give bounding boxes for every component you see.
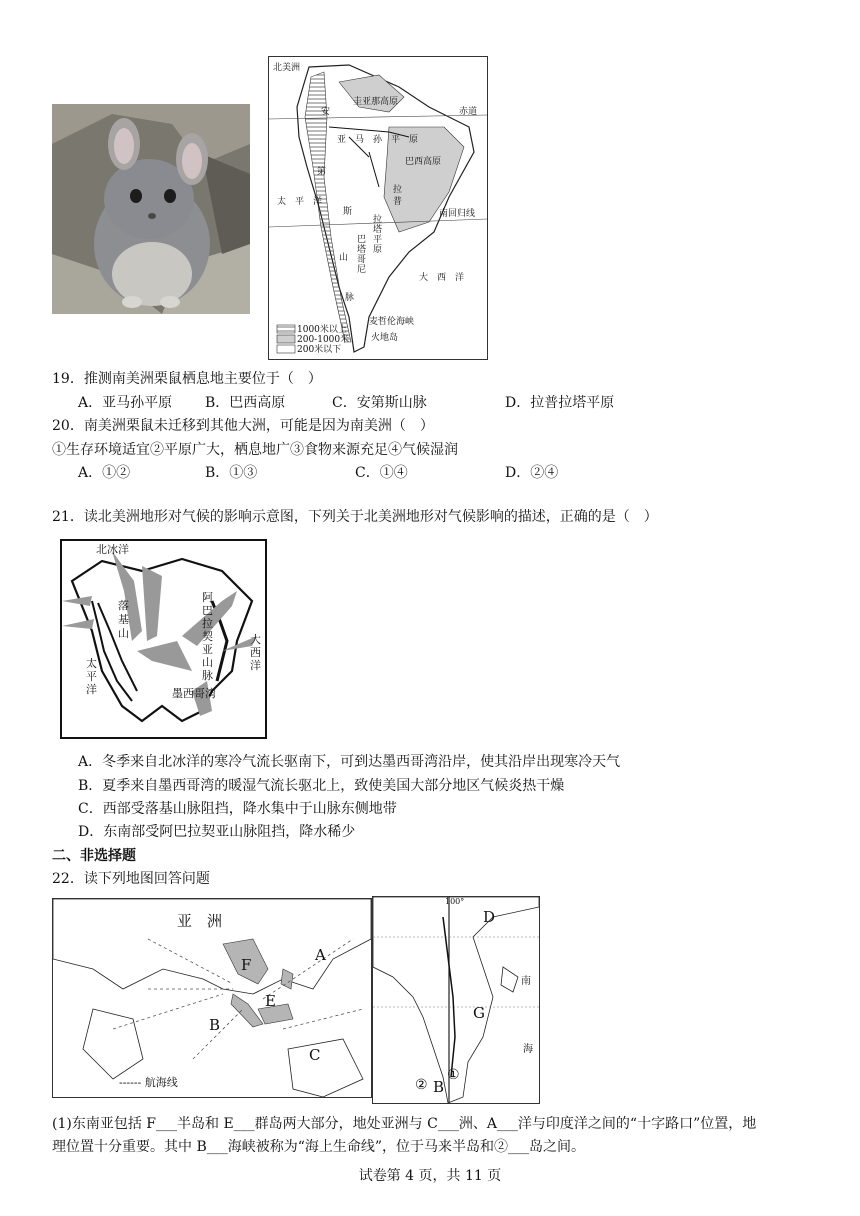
map-label-c: C [309, 1046, 321, 1064]
map-label-g: G [473, 1004, 485, 1022]
map-label-arctic: 北冰洋 [96, 543, 129, 556]
q22-stem: 22．读下列地图回答问题 [52, 871, 210, 887]
legend-low: 200米以下 [297, 345, 342, 355]
rocky-char: 山 [118, 627, 129, 640]
map-label-100deg: 100° [445, 897, 465, 906]
appalachian-char: 契 [202, 630, 213, 643]
map-label-amazon: 亚 马 孙 平 原 [337, 135, 419, 145]
map-label-guiana: 圭亚那高原 [353, 97, 399, 107]
plata-char: 平 [373, 235, 383, 245]
pacific-char: 平 [86, 670, 97, 683]
appalachian-char: 巴 [202, 604, 213, 617]
map-label-magellan: 麦哲伦海峡 [369, 317, 415, 327]
q19-option-c[interactable]: C．安第斯山脉 [332, 395, 427, 411]
atlantic-char: 洋 [250, 659, 261, 672]
q19-stem: 19．推测南美洲栗鼠栖息地主要位于（ ） [52, 371, 322, 387]
patagonia-char: 塔 [357, 245, 367, 255]
legend-mid: 200-1000米 [297, 335, 350, 345]
map-label-appalachian-column [202, 591, 213, 682]
plata-char: 塔 [373, 225, 383, 235]
appalachian-char: 阿 [202, 591, 213, 604]
map-label-an: 安 [321, 107, 331, 117]
appalachian-char: 脉 [202, 669, 213, 682]
map-label-b: B [209, 1016, 221, 1034]
patagonia-char: 哥 [357, 255, 367, 265]
map-label-fire-island: 火地岛 [371, 333, 399, 343]
q20-option-c[interactable]: C．①④ [355, 465, 408, 481]
map-label-nan: 南 [521, 976, 531, 987]
atlantic-char: 大 [250, 633, 261, 646]
map-label-f: F [241, 956, 252, 974]
patagonia-char: 尼 [357, 265, 367, 275]
appalachian-char: 拉 [202, 617, 213, 630]
q22-line2: 理位置十分重要。其中 B___海峡被称为“海上生命线”，位于马来半岛和②___岛之间。 [52, 1139, 586, 1155]
map-label-north-america: 北美洲 [273, 63, 301, 73]
north-america-climate-map [60, 539, 267, 739]
q20-option-a[interactable]: A．①② [78, 465, 131, 481]
q20-option-d[interactable]: D．②④ [505, 465, 559, 481]
q22-line1: (1)东南亚包括 F___半岛和 E___群岛两大部分，地处亚洲与 C___洲、A___洋与印度洋之间的“十字路口”位置，地 [52, 1116, 757, 1132]
page-footer: 试卷第 4 页，共 11 页 [358, 1168, 502, 1184]
map-label-brazil: 巴西高原 [405, 157, 442, 167]
rocky-char: 落 [118, 599, 129, 612]
map-label-si: 斯 [343, 207, 353, 217]
q19-option-a[interactable]: A．亚马孙平原 [78, 395, 173, 411]
q19-option-b[interactable]: B．巴西高原 [205, 395, 286, 411]
map-label-la: 拉 [393, 185, 403, 195]
chinchilla-photo [52, 104, 250, 314]
map-label-shan: 山 [339, 253, 349, 263]
q19-option-d[interactable]: D．拉普拉塔平原 [505, 395, 615, 411]
map-label-pu: 普 [393, 197, 403, 207]
q20-options [78, 463, 558, 483]
q21-option-a[interactable]: A．冬季来自北冰洋的寒冷气流长驱南下，可到达墨西哥湾沿岸，使其沿岸出现寒冷天气 [78, 754, 621, 770]
map-legend-route: ------ 航海线 [119, 1076, 178, 1089]
q20-stem: 20．南美洲栗鼠未迁移到其他大洲，可能是因为南美洲（ ） [52, 418, 434, 434]
map-label-rocky-column [118, 599, 129, 641]
map-label-e: E [265, 992, 276, 1010]
map-label-pacific: 太 平 洋 [277, 197, 323, 207]
appalachian-char: 亚 [202, 643, 213, 656]
plata-char: 拉 [373, 215, 383, 225]
map-label-asia: 亚 洲 [177, 912, 223, 930]
map-label-b-strait: B [433, 1078, 445, 1096]
map-label-mai: 脉 [345, 293, 355, 303]
q21-option-d[interactable]: D．东南部受阿巴拉契亚山脉阻挡，降水稀少 [78, 824, 356, 840]
map-label-gulf: 墨西哥湾 [172, 687, 216, 700]
south-america-terrain-map [268, 56, 488, 360]
atlantic-char: 西 [250, 646, 261, 659]
section-title: 二、非选择题 [52, 848, 136, 864]
map-label-equator: 赤道 [459, 107, 478, 117]
pacific-char: 洋 [86, 683, 97, 696]
legend-high: 1000米以上 [297, 325, 347, 335]
pacific-char: 太 [86, 657, 97, 670]
patagonia-char: 巴 [357, 235, 367, 245]
indochina-map [372, 896, 540, 1104]
appalachian-char: 山 [202, 656, 213, 669]
map-label-circle-2: ② [415, 1077, 428, 1093]
q21-option-b[interactable]: B．夏季来自墨西哥湾的暖湿气流长驱北上，致使美国大部分地区气候炎热干燥 [78, 778, 565, 794]
map-label-d: D [483, 908, 496, 926]
map-label-tropic: 南回归线 [439, 209, 476, 219]
q20-statements: ①生存环境适宜②平原广大，栖息地广③食物来源充足④气候湿润 [52, 442, 458, 458]
q21-option-c[interactable]: C．西部受落基山脉阻挡，降水集中于山脉东侧地带 [78, 801, 397, 817]
map-label-di: 第 [317, 167, 327, 177]
plata-char: 原 [373, 245, 383, 255]
map-label-a: A [315, 946, 326, 964]
map-label-atlantic: 大 西 洋 [419, 273, 465, 283]
map-label-pacific-column [86, 657, 97, 696]
map-label-plata-column [373, 215, 382, 255]
southeast-asia-route-map [52, 898, 372, 1098]
q21-stem: 21．读北美洲地形对气候的影响示意图，下列关于北美洲地形对气候影响的描述，正确的是（ ） [52, 509, 658, 525]
q19-options [78, 393, 614, 413]
map-label-circle-1: ① [447, 1067, 460, 1083]
q20-option-b[interactable]: B．①③ [205, 465, 258, 481]
rocky-char: 基 [118, 613, 129, 626]
map-label-atlantic-column [250, 633, 261, 672]
map-label-patagonia-column [357, 235, 366, 275]
map-label-hai: 海 [523, 1044, 533, 1055]
